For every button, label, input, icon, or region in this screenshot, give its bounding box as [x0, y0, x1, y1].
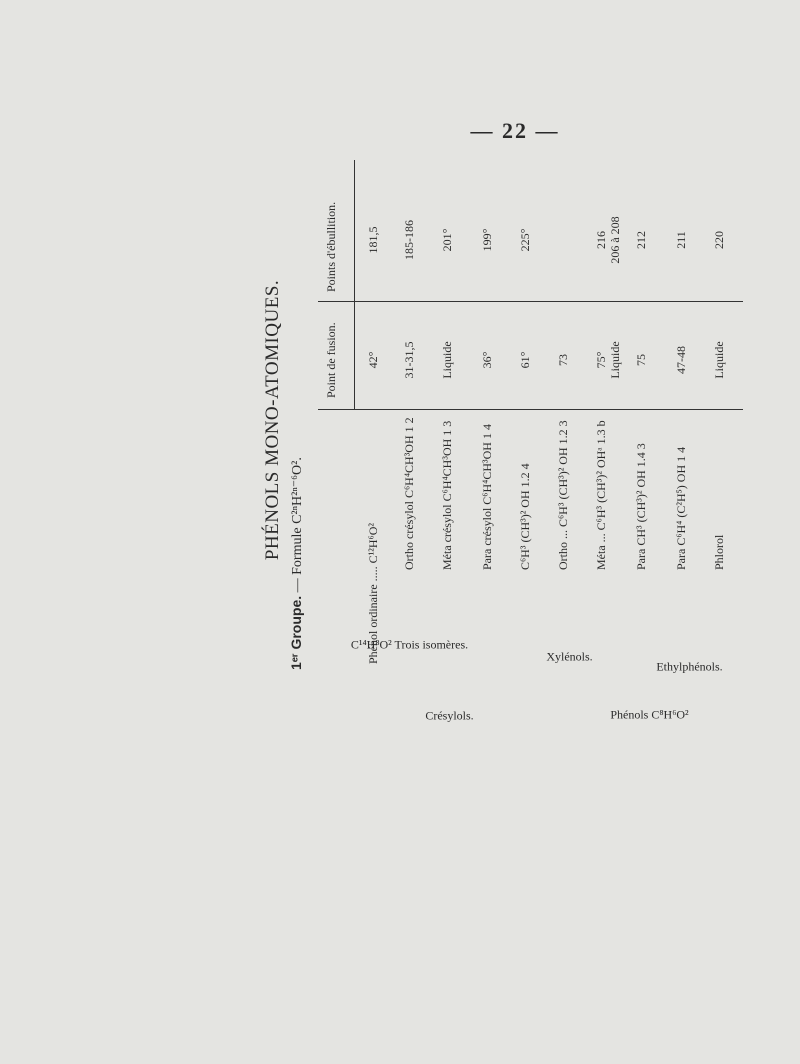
ebullition-value: 201° — [440, 228, 454, 252]
table-row — [674, 160, 694, 680]
page-title: PHÉNOLS MONO-ATOMIQUES. — [262, 279, 283, 561]
cresylols-label: Crésylols. — [425, 708, 474, 723]
fusion-value: 36° — [480, 351, 494, 369]
table-row — [366, 160, 386, 680]
page-number: — 22 — — [470, 118, 560, 143]
table-row — [712, 160, 732, 680]
fusion-value: Liquide — [712, 341, 726, 379]
cresyl-formula-label: C¹⁴H⁸O² Trois isomères. — [350, 637, 469, 652]
ebullition-value: 199° — [480, 228, 494, 252]
compound-name: Ortho ... C⁶H³ (CH³)² OH 1.2 3 — [556, 420, 570, 570]
xylenols-label: Xylénols. — [546, 649, 593, 664]
compound-name: Méta crésylol C⁶H⁴CH³OH 1 3 — [440, 420, 454, 570]
ebullition-value: 211 — [674, 231, 688, 249]
table-row — [518, 160, 538, 680]
ebullition-value: 181,5 — [366, 226, 380, 254]
table-row — [556, 160, 576, 680]
table-row — [402, 160, 422, 680]
ethylphenols-label: Ethylphénols. — [656, 659, 723, 674]
fusion-value: 47-48 — [674, 346, 688, 374]
compound-name: Phénol ordinaire ..... C¹²H⁶O² — [366, 523, 380, 664]
ebullition-value: 206 à 208 — [608, 216, 622, 264]
compound-name: C⁶H³ (CH³)² OH 1.2 4 — [518, 463, 532, 570]
compound-name: Para C⁶H⁴ (C²H⁵) OH 1 4 — [674, 446, 688, 570]
group-label: 1ᵉʳ Groupe. — [288, 595, 304, 670]
fusion-value: 75 — [634, 354, 648, 366]
compound-name: Phlorol — [712, 534, 726, 570]
fusion-value: 75° — [594, 351, 608, 369]
formula-text: — Formule C²ⁿH²ⁿ⁻⁶O². — [290, 457, 305, 596]
ebullition-value: 225° — [518, 228, 532, 252]
subtitle — [288, 150, 306, 680]
fusion-value: 42° — [366, 351, 380, 369]
compound-name: Ortho crésylol C⁶H⁴CH³OH 1 2 — [402, 417, 416, 570]
ebullition-value: 220 — [712, 231, 726, 249]
table-row — [480, 160, 500, 680]
table-row — [608, 160, 628, 680]
fusion-value: 61° — [518, 351, 532, 369]
table-row — [440, 160, 460, 680]
header-rule — [354, 160, 355, 410]
fusion-value: 31-31,5 — [402, 341, 416, 379]
table-row — [634, 160, 654, 680]
rotated-table-block — [262, 160, 742, 723]
ebullition-value: 212 — [634, 231, 648, 249]
compound-name: Para CH³ (CH³)² OH 1.4 3 — [634, 443, 648, 570]
phenols-label: Phénols C⁸H⁶O² — [610, 707, 689, 722]
fusion-value: Liquide — [608, 341, 622, 379]
header-fusion: Point de fusion. — [324, 322, 338, 398]
header-ebullition: Points d'ébullition. — [324, 201, 338, 292]
fusion-value: 73 — [556, 354, 570, 366]
compound-name: Méta ... C⁶H³ (CH³)² OHᵃ 1.3 b — [594, 420, 608, 570]
compound-name: Para crésylol C⁶H⁴CH³OH 1 4 — [480, 424, 494, 570]
ebullition-value: 216 — [594, 231, 608, 249]
ebullition-value: 185-186 — [402, 220, 416, 260]
fusion-value: Liquide — [440, 341, 454, 379]
